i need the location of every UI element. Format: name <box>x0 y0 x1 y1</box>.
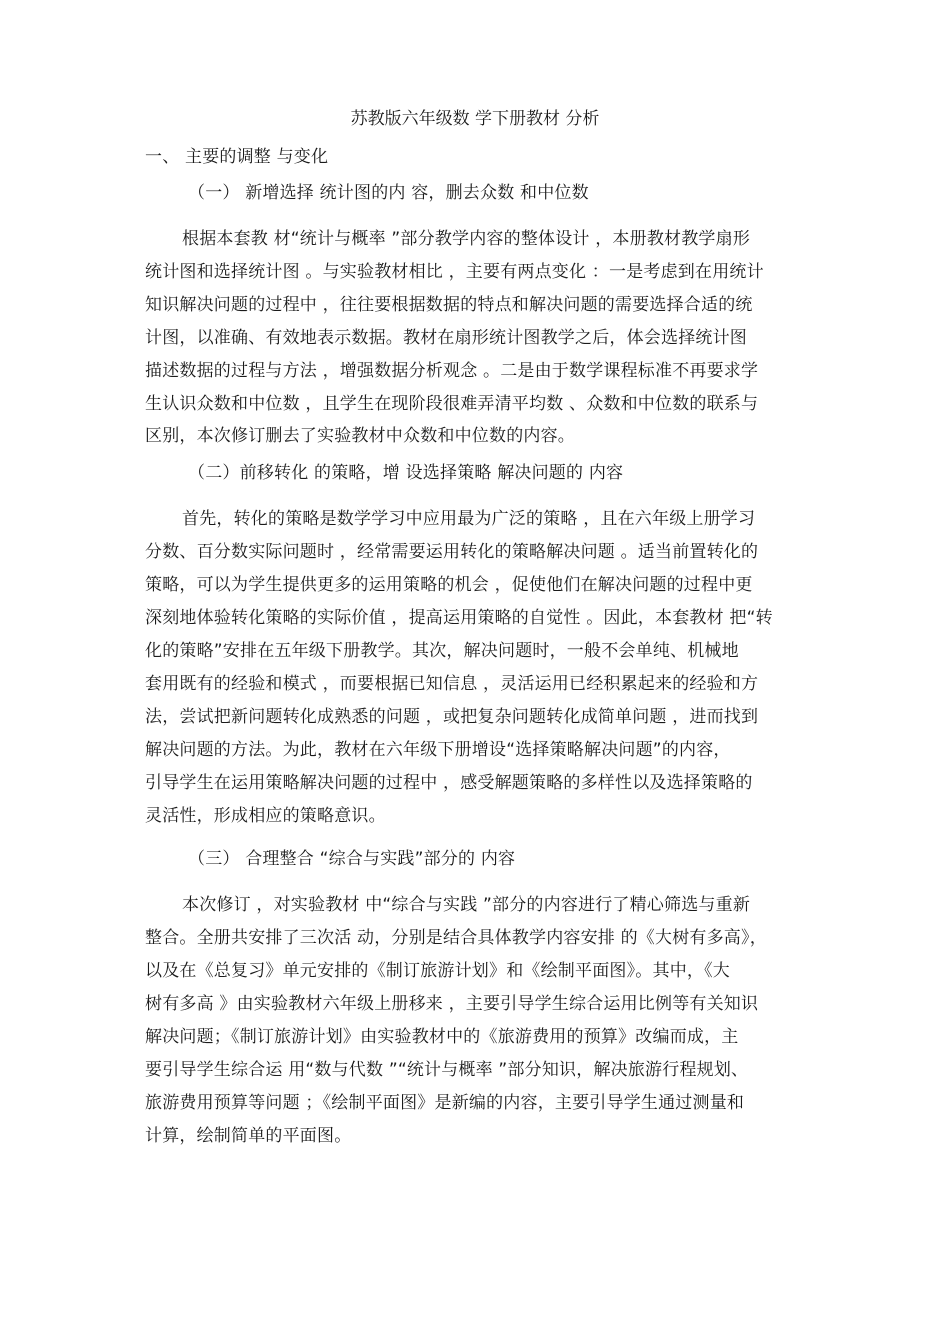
paragraph-line: 灵活性，形成相应的策略意识。 <box>145 806 386 826</box>
paragraph-line: 化的策略”安排在五年级下册教学。其次，解决问题时，一般不会单纯、机械地 <box>145 641 739 661</box>
subsection-heading-3: （三） 合理整合 “综合与实践”部分的 内容 <box>188 849 516 869</box>
paragraph-line: 本次修订 ，对实验教材 中“综合与实践 ”部分的内容进行了精心筛选与重新 <box>182 895 751 915</box>
paragraph-line: 引导学生在运用策略解决问题的过程中 ，感受解题策略的多样性以及选择策略的 <box>145 773 753 793</box>
paragraph-line: 套用既有的经验和模式 ，而要根据已知信息 ，灵活运用已经积累起来的经验和方 <box>145 674 759 694</box>
paragraph-line: 解决问题；《制订旅游计划》由实验教材中的《旅游费用的预算》改编而成，主 <box>145 1027 739 1047</box>
paragraph-line: 首先，转化的策略是数学学习中应用最为广泛的策略 ，且在六年级上册学习 <box>182 509 756 529</box>
subsection-heading-2: （二）前移转化 的策略，增 设选择策略 解决问题的 内容 <box>188 463 624 483</box>
paragraph-line: 根据本套教 材“统计与概率 ”部分教学内容的整体设计 ，本册教材教学扇形 <box>182 229 751 249</box>
paragraph-line: 树有多高 》由实验教材六年级上册移来 ，主要引导学生综合运用比例等有关知识 <box>145 994 759 1014</box>
paragraph-line: 计图，以准确、有效地表示数据。教材在扇形统计图教学之后，体会选择统计图 <box>145 328 747 348</box>
paragraph-line: 生认识众数和中位数 ，且学生在现阶段很难弄清平均数 、众数和中位数的联系与 <box>145 394 759 414</box>
section-heading: 一、 主要的调整 与变化 <box>145 147 329 167</box>
paragraph-line: 解决问题的方法。为此，教材在六年级下册增设“选择策略解决问题”的内容， <box>145 740 731 760</box>
paragraph-line: 描述数据的过程与方法 ，增强数据分析观念 。二是由于数学课程标准不再要求学 <box>145 361 759 381</box>
paragraph-line: 整合。全册共安排了三次活 动，分别是结合具体教学内容安排 的《大树有多高》， <box>145 928 767 948</box>
paragraph-line: 策略，可以为学生提供更多的运用策略的机会 ，促使他们在解决问题的过程中更 <box>145 575 753 595</box>
paragraph-line: 知识解决问题的过程中 ，往往要根据数据的特点和解决问题的需要选择合适的统 <box>145 295 753 315</box>
subsection-heading-1: （一） 新增选择 统计图的内 容，删去众数 和中位数 <box>188 183 589 203</box>
document-title: 苏教版六年级数 学下册教材 分析 <box>350 109 600 129</box>
paragraph-line: 分数、百分数实际问题时 ，经常需要运用转化的策略解决问题 。适当前置转化的 <box>145 542 759 562</box>
paragraph-line: 深刻地体验转化策略的实际价值 ，提高运用策略的自觉性 。因此，本套教材 把“转 <box>145 608 773 628</box>
paragraph-line: 区别，本次修订删去了实验教材中众数和中位数的内容。 <box>145 426 575 446</box>
paragraph-line: 以及在《总复习》单元安排的《制订旅游计划》和《绘制平面图》。其中，《大 <box>145 961 730 981</box>
paragraph-line: 旅游费用预算等问题 ；《绘制平面图》是新编的内容，主要引导学生通过测量和 <box>145 1093 745 1113</box>
paragraph-line: 计算，绘制简单的平面图。 <box>145 1126 352 1146</box>
paragraph-line: 法，尝试把新问题转化成熟悉的问题 ，或把复杂问题转化成简单问题 ，进而找到 <box>145 707 759 727</box>
paragraph-line: 统计图和选择统计图 。与实验教材相比 ，主要有两点变化 ：一是考虑到在用统计 <box>145 262 764 282</box>
paragraph-line: 要引导学生综合运 用“数与代数 ”“统计与概率 ”部分知识，解决旅游行程规划、 <box>145 1060 749 1080</box>
